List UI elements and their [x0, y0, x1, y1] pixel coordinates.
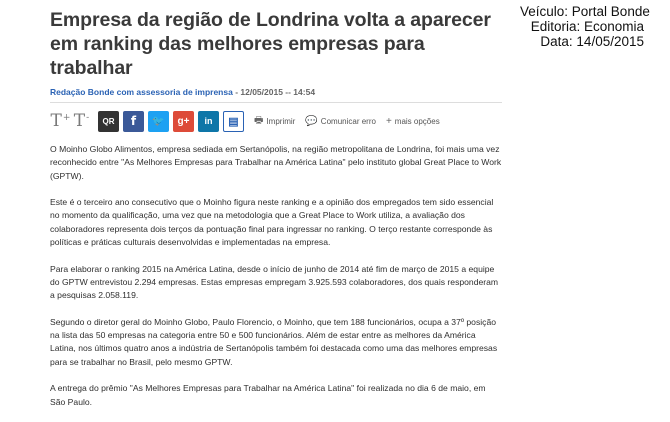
paragraph: O Moinho Globo Alimentos, empresa sediada em Sertanópolis, na região metropolitana de Londrina, foi mais uma vez reconhecido entre "As Melhores Empresas para Trabalhar na América Latina" pelo instituto global Great Place to Work (GPTW).	[50, 144, 502, 181]
report-error-button[interactable]	[305, 116, 376, 127]
print-button[interactable]	[254, 113, 295, 130]
speech-bubble-icon: 💬	[305, 115, 318, 127]
article-headline: Empresa da região de Londrina volta a aparecer em ranking das melhores empresas para trabalhar	[50, 9, 491, 79]
google-plus-share-button[interactable]	[173, 111, 194, 132]
twitter-share-button[interactable]	[148, 111, 169, 132]
more-options-button[interactable]	[386, 116, 440, 127]
twitter-icon: 🐦	[152, 115, 165, 127]
font-decrease-button[interactable]	[71, 111, 92, 132]
article	[50, 8, 502, 422]
document-icon: ▤	[228, 115, 239, 128]
divider	[50, 102, 502, 103]
google-plus-icon: g+	[177, 115, 190, 127]
byline	[50, 87, 502, 97]
font-increase-button[interactable]	[50, 111, 71, 132]
byline-date: - 12/05/2015 -- 14:54	[232, 87, 316, 97]
article-toolbar	[50, 110, 502, 132]
clipping-meta	[520, 4, 650, 49]
minus-icon: -	[86, 113, 90, 123]
font-increase-icon: T	[50, 111, 62, 131]
linkedin-icon: in	[204, 116, 213, 126]
linkedin-share-button[interactable]	[198, 111, 219, 132]
article-body	[50, 143, 502, 409]
qr-code-button[interactable]	[98, 111, 119, 132]
plus-icon: +	[62, 113, 71, 123]
meta-date: Data: 14/05/2015	[540, 34, 644, 49]
qr-code-icon: QR	[102, 116, 115, 126]
paragraph: Para elaborar o ranking 2015 na América Latina, desde o início de junho de 2014 até fim de março de 2015 a equipe do GPTW entrevistou 2.294 empresas. Estas empresas empregam 3.925.593 colaboradores, dos quais responderam a pesquisas 2.058.119.	[50, 263, 499, 301]
paragraph: Segundo o diretor geral do Moinho Globo, Paulo Florencio, o Moinho, que tem 188 funcionários, ocupa a 37º posição na lista das 50 empresas na categoria entre 50 e 500 funcionários. Além de estar entre as melhores da América Latina, nos últimos quatro anos a indústria de Sertanópolis também foi destacada como uma das melhores empresas para se trabalhar no Brasil, pelo mesmo GPTW.	[50, 316, 498, 367]
paragraph: Este é o terceiro ano consecutivo que o Moinho figura neste ranking e a opinião dos empregados tem sido essencial no momento da qualificação, uma vez que na metodologia que a Great Place to Work utiliza, a avaliação dos colaboradores representa dois terços da pontuação final para ingressar no ranking. O terço restante corresponde às políticas e práticas culturais desenvolvidas e implementadas na empresa.	[50, 197, 494, 248]
font-decrease-icon: T	[73, 111, 86, 131]
facebook-icon: f	[130, 114, 137, 128]
meta-section: Editoria: Economia	[530, 19, 644, 34]
facebook-share-button[interactable]	[123, 111, 144, 132]
print-label: Imprimir	[266, 116, 296, 126]
meta-vehicle: Veículo: Portal Bonde	[520, 4, 650, 19]
document-button[interactable]	[223, 111, 244, 132]
byline-author[interactable]: Redação Bonde com assessoria de imprensa	[50, 87, 233, 97]
report-error-label: Comunicar erro	[320, 116, 376, 126]
printer-icon: 🖶	[254, 114, 264, 126]
plus-icon: +	[385, 115, 392, 127]
paragraph: A entrega do prêmio "As Melhores Empresas para Trabalhar na América Latina" foi realizada no dia 6 de maio, em São Paulo.	[50, 383, 486, 407]
more-options-label: mais opções	[394, 116, 440, 126]
